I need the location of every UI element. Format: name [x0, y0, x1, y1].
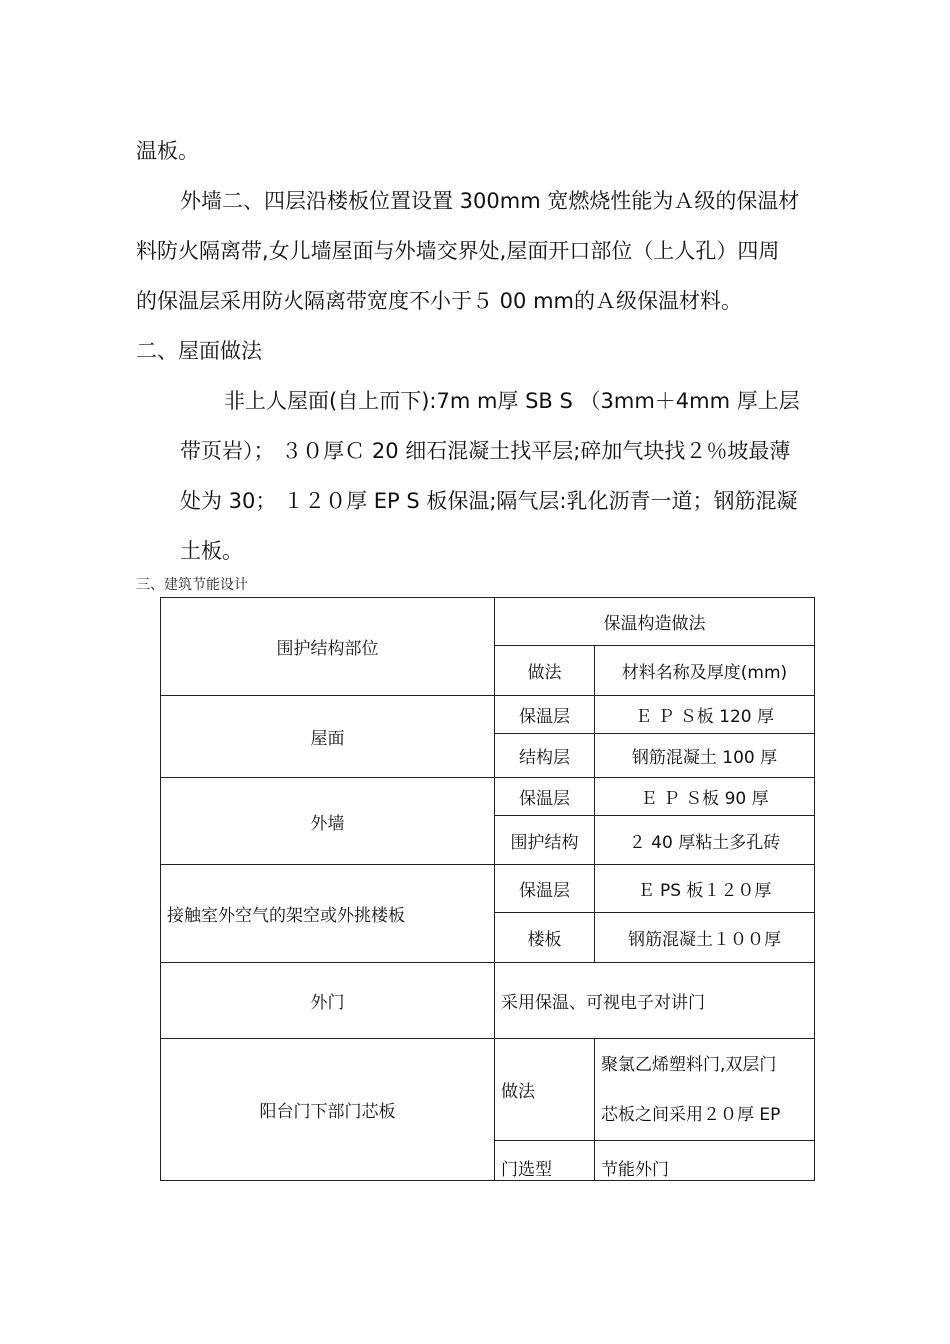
cell-material-line: 芯板之间采用２０厚 EP — [601, 1104, 781, 1125]
text-line: 外墙二、四层沿楼板位置设置 300mm 宽燃烧性能为Ａ级的保温材 — [180, 189, 800, 213]
text-line: 非上人屋面(自上而下):7m m厚 SB S （3mm＋4mm 厚上层 — [224, 389, 800, 413]
row-part-balcony: 阳台门下部门芯板 — [161, 1039, 495, 1181]
cell-layer: 楼板 — [495, 913, 595, 963]
cell-layer: 保温层 — [495, 865, 595, 913]
section-heading: 二、屋面做法 — [136, 339, 262, 363]
header-material: 材料名称及厚度(mm) — [595, 646, 815, 696]
cell-material-line: 聚氯乙烯塑料门,双层门 — [601, 1054, 777, 1075]
cell-layer: 保温层 — [495, 778, 595, 816]
cell-layer: 门选型 — [495, 1141, 595, 1181]
text-line: 土板。 — [180, 539, 243, 563]
row-part-wall: 外墙 — [161, 778, 495, 865]
text-line: 的保温层采用防火隔离带宽度不小于５ 00 mm的Ａ级保温材料。 — [136, 289, 742, 313]
row-part-roof: 屋面 — [161, 696, 495, 778]
cell-layer: 结构层 — [495, 734, 595, 778]
text-line: 带页岩）； ３０厚Ｃ 20 细石混凝土找平层;碎加气块找２％坡最薄 — [180, 439, 791, 463]
header-method: 保温构造做法 — [495, 598, 815, 646]
cell-layer: 保温层 — [495, 696, 595, 734]
row-part-door: 外门 — [161, 963, 495, 1039]
header-sub-method: 做法 — [495, 646, 595, 696]
cell-material: ２ 40 厚粘土多孔砖 — [595, 816, 815, 865]
cell-material: 钢筋混凝土１００厚 — [595, 913, 815, 963]
cell-material — [595, 1039, 815, 1141]
cell-layer: 做法 — [495, 1039, 595, 1141]
header-part: 围护结构部位 — [161, 598, 495, 696]
cell-material: 钢筋混凝土 100 厚 — [595, 734, 815, 778]
cell-door-value: 采用保温、可视电子对讲门 — [495, 963, 815, 1039]
cell-material: Ｅ Ｐ Ｓ板 90 厚 — [595, 778, 815, 816]
text-line: 处为 30； １２０厚 EP S 板保温;隔气层:乳化沥青一道；钢筋混凝 — [180, 489, 798, 513]
cell-material: 节能外门 — [595, 1141, 815, 1181]
section-heading: 三、建筑节能设计 — [136, 577, 248, 593]
text-line: 料防火隔离带,女儿墙屋面与外墙交界处,屋面开口部位（上人孔）四周 — [136, 239, 780, 263]
energy-spec-table — [160, 597, 815, 1181]
row-part-floor: 接触室外空气的架空或外挑楼板 — [161, 865, 495, 963]
cell-material: Ｅ Ｐ Ｓ板 120 厚 — [595, 696, 815, 734]
text-line: 温板。 — [136, 139, 199, 163]
cell-material: Ｅ PS 板１２０厚 — [595, 865, 815, 913]
cell-layer: 围护结构 — [495, 816, 595, 865]
